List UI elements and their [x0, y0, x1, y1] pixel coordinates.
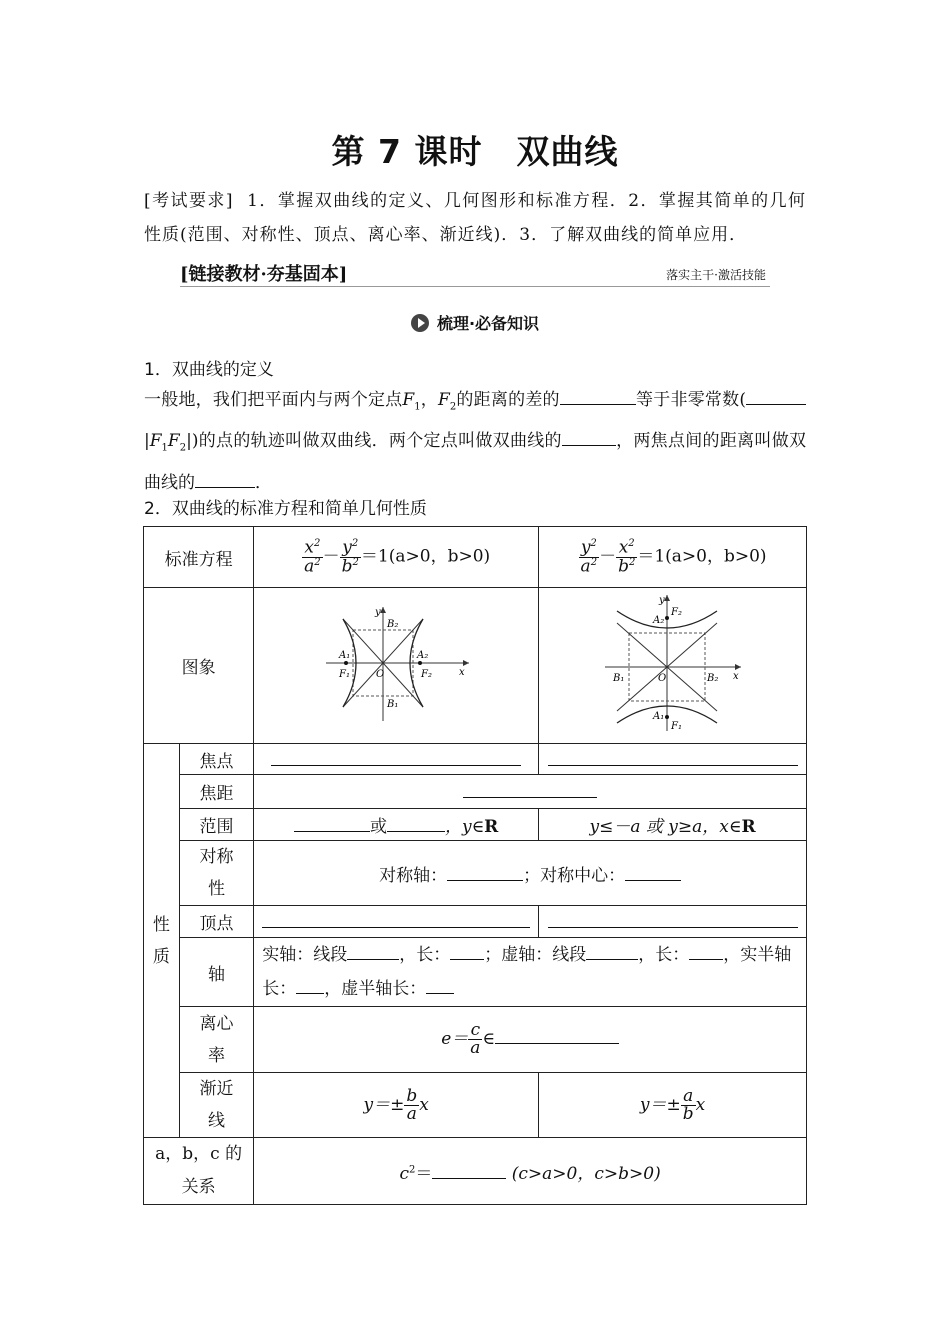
blank[interactable]: [548, 748, 798, 766]
blank[interactable]: [450, 942, 484, 960]
svg-text:A₁: A₁: [339, 650, 351, 661]
banner-title: [链接教材·夯基固本]: [180, 264, 348, 285]
definition-paragraph: 一般地，我们把平面内与两个定点$F_1$，$F_2$的距离的差的 等于非零常数$(|F_1F_2|)$的点的轨迹叫做双曲线．两个定点叫做双曲线的 ，两焦点间的距离叫做双曲线的 ．: [144, 383, 806, 500]
section-heading-text: 梳理·必备知识: [436, 314, 540, 333]
svg-text:A₁: A₁: [652, 711, 664, 722]
svg-text:B₁: B₁: [612, 673, 624, 684]
std-eq-label: 标准方程: [144, 527, 254, 588]
graph-label: 图象: [144, 588, 254, 744]
eq-horizontal: $\frac{x^2}{a^2}$ － $\frac{y^2}{b^2}$ ＝1(a>0，b>0): [254, 527, 539, 588]
section-heading: [0, 311, 950, 334]
blank[interactable]: [548, 910, 798, 928]
requirements-label: [考试要求]: [144, 191, 234, 211]
blank[interactable]: [625, 863, 681, 881]
blank[interactable]: [296, 976, 324, 994]
section-banner: [180, 260, 770, 287]
svg-text:B₁: B₁: [387, 699, 399, 710]
blank[interactable]: [586, 942, 638, 960]
blank[interactable]: [447, 863, 523, 881]
asymptote-label: 渐近 线: [179, 1073, 253, 1138]
vertex-label: 顶点: [179, 906, 253, 938]
blank[interactable]: [495, 1026, 619, 1044]
blank[interactable]: [294, 814, 370, 832]
blank[interactable]: [463, 780, 597, 798]
hyperbola-table: 标准方程 $\frac{x^2}{a^2}$ － $\frac{y^2}{b^2}$ ＝1(a>0，b>0) $\frac{y^2}{a^2}$ － $\frac{x^2}{b^2}$ ＝1(a>0，b>0) 图象 A₁ A₂ F₁ F₂ O x y B₂ B₁ A₂ F₂ A₁ F₁ O x y B₁ B₂ 性 质 焦点 焦距 范围 或 ，y∈R y≤－a 或 y≥a，x∈R 对称 性 对称轴： ；对称中心： 顶点 轴 实轴：线段 ，长： ；虚轴：线段 ，长： ，实半轴长： ，虚半轴长： 离心 率 e＝ $\frac{c}{a}$ ∈ 渐近 线 y＝± $\frac{b}{a}$ x y＝± $\frac{a}{b}$ x a，b，c 的 关系 $c^2= (c>a>0$，c>b>0): [143, 526, 807, 1205]
svg-text:F₁: F₁: [339, 669, 351, 680]
properties-heading: 2．双曲线的标准方程和简单几何性质: [144, 499, 427, 519]
exam-requirements: [144, 184, 806, 252]
svg-text:A₂: A₂: [417, 650, 429, 661]
blank[interactable]: [262, 910, 530, 928]
svg-text:A₂: A₂: [652, 615, 664, 626]
eq-vertical: $\frac{y^2}{a^2}$ － $\frac{x^2}{b^2}$ ＝1(a>0，b>0): [539, 527, 807, 588]
blank[interactable]: [432, 1161, 506, 1179]
svg-text:y: y: [658, 595, 665, 606]
svg-text:x: x: [732, 671, 739, 682]
banner-subtitle: 落实主干·激活技能: [666, 268, 766, 282]
symmetry-label: 对称 性: [179, 841, 253, 906]
hyperbola-y-graph: [603, 593, 743, 733]
svg-text:y: y: [375, 607, 381, 618]
blank[interactable]: [271, 748, 521, 766]
props-label: 性 质: [144, 744, 180, 1138]
hyperbola-x-graph: [321, 603, 471, 723]
focal-len-label: 焦距: [179, 775, 253, 809]
blank[interactable]: [426, 976, 454, 994]
svg-text:F₁: F₁: [670, 721, 682, 732]
blank[interactable]: [562, 428, 616, 446]
svg-text:F₂: F₂: [670, 607, 682, 618]
range-label: 范围: [179, 809, 253, 841]
axis-label: 轴: [179, 938, 253, 1007]
play-icon: [411, 314, 429, 332]
blank[interactable]: [746, 387, 806, 405]
svg-text:B₂: B₂: [706, 673, 718, 684]
svg-text:F₂: F₂: [421, 669, 433, 680]
svg-text:O: O: [657, 673, 666, 684]
definition-heading: 1．双曲线的定义: [144, 360, 274, 380]
blank[interactable]: [195, 470, 255, 488]
abc-label: a，b，c 的 关系: [144, 1138, 254, 1205]
blank[interactable]: [347, 942, 399, 960]
blank[interactable]: [689, 942, 723, 960]
graph-horizontal: [254, 588, 539, 744]
svg-text:B₂: B₂: [387, 619, 399, 630]
eccentricity-label: 离心 率: [179, 1007, 253, 1073]
svg-text:O: O: [376, 669, 385, 680]
graph-vertical: [539, 588, 807, 744]
svg-text:x: x: [459, 667, 465, 678]
blank[interactable]: [560, 387, 636, 405]
blank[interactable]: [387, 814, 445, 832]
requirements-text: 1．掌握双曲线的定义、几何图形和标准方程．2．掌握其简单的几何性质(范围、对称性、顶点、离心率、渐近线)．3．了解双曲线的简单应用．: [144, 191, 807, 245]
foci-label: 焦点: [179, 744, 253, 775]
page-title: 第 7 课时 双曲线: [331, 132, 619, 171]
